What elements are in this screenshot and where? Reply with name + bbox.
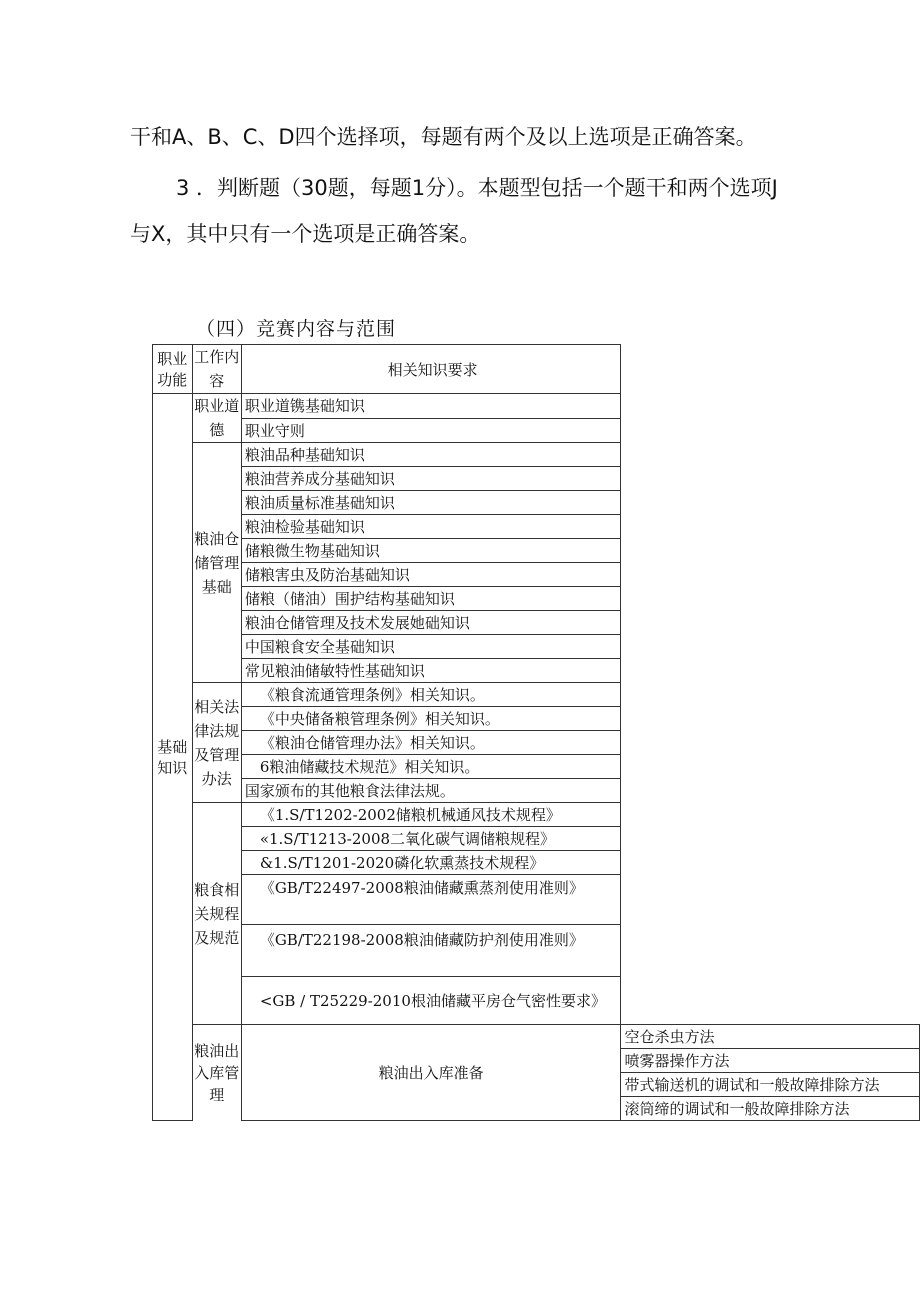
work-laws-regulations: 相关法律法规及管理办法 xyxy=(192,683,241,803)
knowledge-item: 粮油品种基础知识 xyxy=(241,443,621,467)
table-row xyxy=(153,977,920,1025)
header-knowledge: 相关知识要求 xyxy=(241,345,621,394)
knowledge-item: 《粮食流通管理条例》相关知识。 xyxy=(241,683,621,707)
table-header-row xyxy=(153,345,920,394)
table-row xyxy=(153,467,920,491)
knowledge-item: 国家颁布的其他粮食法律法规。 xyxy=(241,779,621,803)
table-row xyxy=(153,1025,920,1049)
knowledge-item: «1.S/T1213-2008二氧化碳气调储粮规程》 xyxy=(241,827,621,851)
work-procedures-standards: 粮食相关规程及规范 xyxy=(192,803,241,1025)
function-storage-inout: 粮油出入库管理 xyxy=(192,1025,241,1121)
table-row xyxy=(153,803,920,827)
knowledge-item: 《GB/T22198-2008粮油储藏防护剂使用准则》 xyxy=(241,925,621,977)
table-row xyxy=(153,394,920,419)
knowledge-item: 粮油营养成分基础知识 xyxy=(241,467,621,491)
table-row xyxy=(153,539,920,563)
table-row xyxy=(153,827,920,851)
knowledge-item: <GB / T25229-2010根油储藏平房仓气密性要求》 xyxy=(241,977,621,1025)
paragraph-line-1: 干和A、B、C、D四个选择项，每题有两个及以上选项是正确答案。 xyxy=(130,125,757,149)
header-work: 工作内容 xyxy=(192,345,241,394)
table-row xyxy=(153,683,920,707)
work-ethics: 职业道德 xyxy=(192,394,241,443)
knowledge-item: 滚筒缔的调试和一般故障排除方法 xyxy=(621,1097,920,1121)
knowledge-item: &1.S/T1201-2020磷化软熏蒸技术规程》 xyxy=(241,851,621,875)
knowledge-item: 6粮油储藏技术规范》相关知识。 xyxy=(241,755,621,779)
table-row xyxy=(153,925,920,977)
knowledge-item: 储粮（储油）围护结构基础知识 xyxy=(241,587,621,611)
table-row xyxy=(153,491,920,515)
knowledge-item: 职业守则 xyxy=(241,418,621,443)
work-storage-basics: 粮油仓储管理基础 xyxy=(192,443,241,683)
header-function: 职业功能 xyxy=(153,345,193,394)
knowledge-item: 储粮微生物基础知识 xyxy=(241,539,621,563)
table-row xyxy=(153,443,920,467)
knowledge-item: 粮油检验基础知识 xyxy=(241,515,621,539)
knowledge-item: 储粮害虫及防治基础知识 xyxy=(241,563,621,587)
knowledge-item: 职业道镌基础知识 xyxy=(241,394,621,419)
table-row xyxy=(153,707,920,731)
table-row xyxy=(153,515,920,539)
table-row xyxy=(153,779,920,803)
knowledge-item: 粮油质量标准基础知识 xyxy=(241,491,621,515)
section-title: （四）竞赛内容与范围 xyxy=(196,318,397,340)
work-inout-preparation: 粮油出入库准备 xyxy=(241,1025,621,1121)
table-row xyxy=(153,875,920,925)
table-row xyxy=(153,731,920,755)
knowledge-item: 空仓杀虫方法 xyxy=(621,1025,920,1049)
table-row xyxy=(153,611,920,635)
paragraph-line-3: 与X，其中只有一个选项是正确答案。 xyxy=(130,222,481,246)
table-row xyxy=(153,635,920,659)
table-row xyxy=(153,418,920,443)
table-row xyxy=(153,563,920,587)
function-basic-knowledge: 基础知识 xyxy=(153,394,193,1121)
competition-content-table xyxy=(152,344,920,1121)
knowledge-item: 《粮油仓储管理办法》相关知识。 xyxy=(241,731,621,755)
table-row xyxy=(153,587,920,611)
table-row xyxy=(153,659,920,683)
table-row xyxy=(153,851,920,875)
knowledge-item: 中国粮食安全基础知识 xyxy=(241,635,621,659)
knowledge-item: 常见粮油储敏特性基础知识 xyxy=(241,659,621,683)
knowledge-item: 带式输送机的调试和一般故障排除方法 xyxy=(621,1073,920,1097)
knowledge-item: 《1.S/T1202-2002储粮机械通风技术规程》 xyxy=(241,803,621,827)
knowledge-item: 喷雾器操作方法 xyxy=(621,1049,920,1073)
knowledge-item: 《GB/T22497-2008粮油储藏熏蒸剂使用准则》 xyxy=(241,875,621,925)
knowledge-item: 粮油仓储管理及技术发展她础知识 xyxy=(241,611,621,635)
table-row xyxy=(153,755,920,779)
knowledge-item: 《中央储备粮管理条例》相关知识。 xyxy=(241,707,621,731)
paragraph-line-2: 3 ．判断题（30题，每题1分）。本题型包括一个题干和两个选项J xyxy=(176,176,778,200)
